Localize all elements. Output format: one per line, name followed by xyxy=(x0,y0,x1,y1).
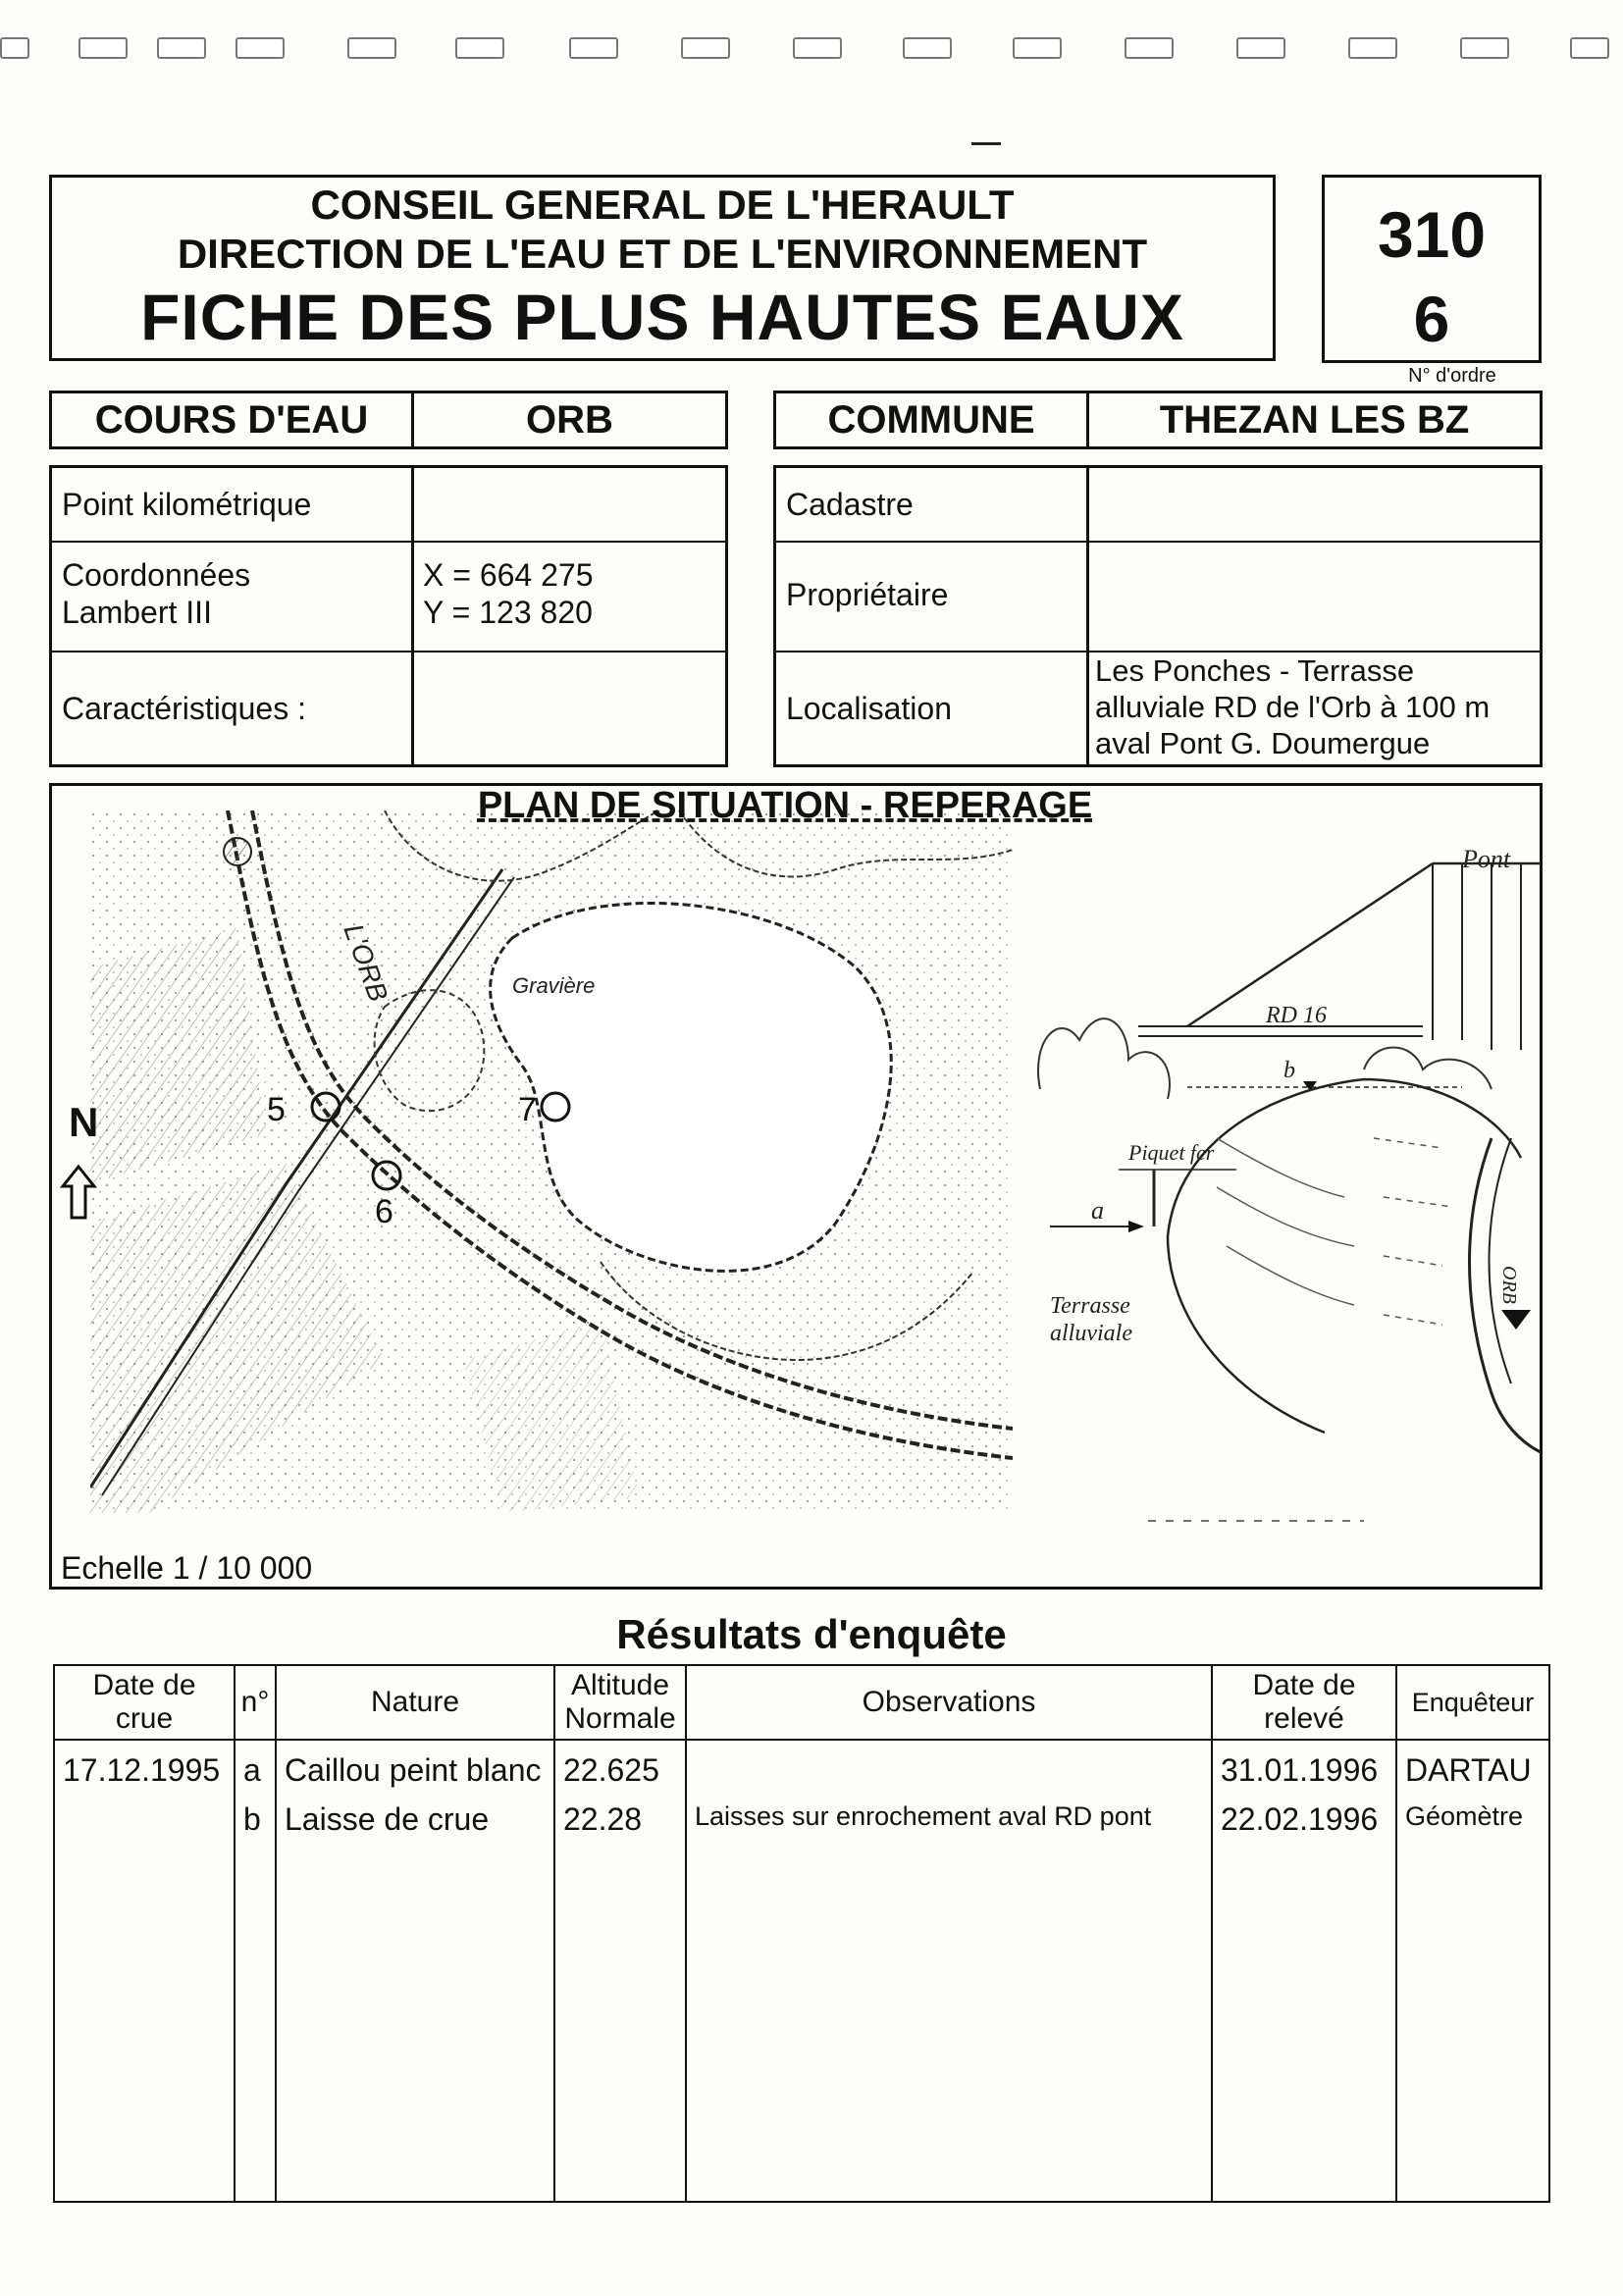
cours-deau-row xyxy=(49,391,728,449)
col-date-releve xyxy=(1212,1665,1396,1740)
pk-label: Point kilométrique xyxy=(62,487,312,522)
col-altitude xyxy=(554,1665,686,1740)
sketch-label-terrasse-2: alluviale xyxy=(1050,1321,1132,1346)
cadastre-label: Cadastre xyxy=(786,487,914,522)
results-table xyxy=(53,1664,1550,2203)
row-divider xyxy=(776,541,1540,543)
empty-cell xyxy=(54,1841,235,2202)
divider xyxy=(1086,468,1089,764)
sketch-label-pont: Pont xyxy=(1462,845,1511,873)
localisation-line-1: Les Ponches - Terrasse xyxy=(1095,653,1415,688)
sketch-label-a: a xyxy=(1091,1196,1104,1225)
header-line-1: CONSEIL GENERAL DE L'HERAULT xyxy=(310,182,1015,228)
table-row xyxy=(54,1792,1549,1841)
coord-label-2: Lambert III xyxy=(62,595,212,630)
cell-nature: Caillou peint blanc xyxy=(276,1740,554,1792)
col-nature: Nature xyxy=(276,1665,554,1740)
map-label-river: L'ORB xyxy=(338,919,394,1006)
order-number: 310 xyxy=(1377,198,1487,271)
col-altitude-line-1: Altitude xyxy=(570,1669,670,1701)
localisation-line-3: aval Pont G. Doumergue xyxy=(1095,726,1431,760)
binder-hole xyxy=(236,37,285,59)
marker-6-label: 6 xyxy=(375,1193,393,1230)
order-number-box xyxy=(1322,175,1542,363)
marker-5-label: 5 xyxy=(267,1091,286,1128)
localisation-line-2: alluviale RD de l'Orb à 100 m xyxy=(1095,690,1491,724)
binder-hole xyxy=(569,37,618,59)
col-date-crue-line-2: crue xyxy=(115,1702,174,1735)
form-title: FICHE DES PLUS HAUTES EAUX xyxy=(140,281,1184,353)
binder-hole xyxy=(1460,37,1509,59)
results-header-row xyxy=(54,1665,1549,1740)
plan-title: PLAN DE SITUATION - REPERAGE xyxy=(477,785,1093,826)
commune-row xyxy=(773,391,1543,449)
order-number-label: N° d'ordre xyxy=(1408,365,1496,387)
right-info-table xyxy=(773,465,1543,767)
empty-cell xyxy=(686,1841,1212,2202)
binder-hole xyxy=(455,37,504,59)
coord-label-1: Coordonnées xyxy=(62,557,251,593)
order-sub-number: 6 xyxy=(1413,283,1450,355)
binder-hole xyxy=(157,37,206,59)
header-box xyxy=(49,175,1276,361)
cell-date-releve: 22.02.1996 xyxy=(1212,1792,1396,1841)
empty-cell xyxy=(1212,1841,1396,2202)
cell-nature: Laisse de crue xyxy=(276,1792,554,1841)
row-divider xyxy=(52,651,725,652)
cell-enqueteur: DARTAU xyxy=(1396,1740,1549,1792)
col-altitude-line-2: Normale xyxy=(564,1702,676,1735)
commune-value: THEZAN LES BZ xyxy=(1159,397,1470,442)
cours-deau-value: ORB xyxy=(526,397,613,442)
binder-hole xyxy=(347,37,396,59)
cours-deau-label: COURS D'EAU xyxy=(94,397,369,442)
left-info-table xyxy=(49,465,728,767)
row-divider xyxy=(52,541,725,543)
situation-map xyxy=(90,810,1013,1513)
binder-hole xyxy=(793,37,842,59)
coord-y: Y = 123 820 xyxy=(423,595,593,630)
empty-cell xyxy=(1396,1841,1549,2202)
binder-hole xyxy=(681,37,730,59)
commune-label: COMMUNE xyxy=(827,397,1035,442)
divider xyxy=(411,468,414,764)
map-scale: Echelle 1 / 10 000 xyxy=(61,1550,313,1586)
location-sketch xyxy=(1030,844,1541,1531)
binder-hole xyxy=(0,37,29,59)
cell-enqueteur: Géomètre xyxy=(1396,1792,1549,1841)
sketch-label-rd: RD 16 xyxy=(1266,1003,1327,1028)
sketch-label-b: b xyxy=(1283,1058,1295,1083)
coord-x: X = 664 275 xyxy=(423,557,594,593)
col-date-releve-line-2: relevé xyxy=(1264,1702,1344,1735)
sketch-label-piquet: Piquet fer xyxy=(1128,1140,1215,1165)
binder-hole xyxy=(1348,37,1397,59)
binder-hole xyxy=(1013,37,1062,59)
sketch-label-orb: ORB xyxy=(1498,1266,1520,1304)
proprietaire-label: Propriétaire xyxy=(786,577,949,612)
cell-altitude: 22.28 xyxy=(554,1792,686,1841)
col-n: n° xyxy=(235,1665,276,1740)
binder-hole xyxy=(1125,37,1174,59)
cell-date-crue: 17.12.1995 xyxy=(54,1740,235,1792)
binder-hole xyxy=(903,37,952,59)
col-date-releve-line-1: Date de xyxy=(1252,1669,1356,1701)
table-row xyxy=(54,1740,1549,1792)
cell-n: b xyxy=(235,1792,276,1841)
caracteristiques-label: Caractéristiques : xyxy=(62,691,306,726)
cell-observations xyxy=(686,1740,1212,1792)
binder-hole xyxy=(79,37,128,59)
col-date-crue xyxy=(54,1665,235,1740)
empty-cell xyxy=(554,1841,686,2202)
header-line-2: DIRECTION DE L'EAU ET DE L'ENVIRONNEMENT xyxy=(177,231,1148,277)
binder-hole xyxy=(1236,37,1285,59)
sketch-label-terrasse-1: Terrasse xyxy=(1050,1293,1130,1319)
marker-7-label: 7 xyxy=(518,1091,537,1128)
binder-hole xyxy=(1570,37,1609,59)
cell-n: a xyxy=(235,1740,276,1792)
empty-cell xyxy=(235,1841,276,2202)
north-arrow-icon xyxy=(59,1163,98,1222)
cell-date-releve: 31.01.1996 xyxy=(1212,1740,1396,1792)
col-enqueteur: Enquêteur xyxy=(1396,1665,1549,1740)
cell-altitude: 22.625 xyxy=(554,1740,686,1792)
results-title: Résultats d'enquête xyxy=(616,1611,1007,1657)
empty-cell xyxy=(276,1841,554,2202)
table-filler-row xyxy=(54,1841,1549,2202)
col-date-crue-line-1: Date de xyxy=(92,1669,196,1701)
scan-mark xyxy=(971,142,1001,145)
cell-observations: Laisses sur enrochement aval RD pont xyxy=(686,1792,1212,1841)
col-observations: Observations xyxy=(686,1665,1212,1740)
cell-date-crue xyxy=(54,1792,235,1841)
north-label: N xyxy=(69,1099,99,1145)
map-label-graviere: Gravière xyxy=(512,973,596,998)
localisation-label: Localisation xyxy=(786,691,952,726)
